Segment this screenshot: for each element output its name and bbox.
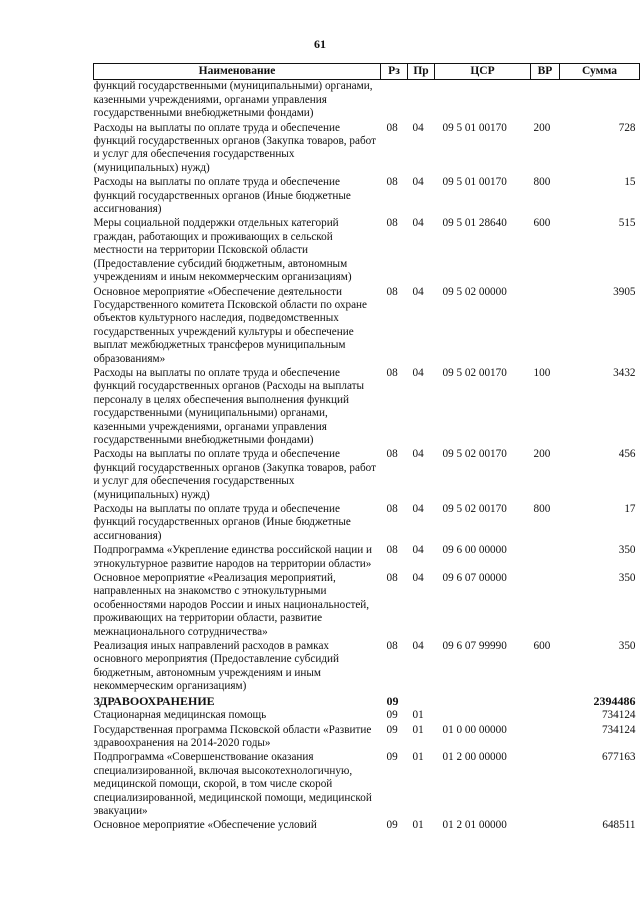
header-rz: Рз (381, 64, 408, 80)
cell-pr (408, 80, 435, 122)
cell-sum: 728 (618, 121, 636, 134)
cell-vr: 100 (533, 366, 551, 379)
cell-rz: 08 (386, 544, 398, 557)
table-row (94, 640, 640, 695)
cell-vr (531, 819, 560, 833)
table-row (94, 695, 640, 709)
cell-sum: 677163 (601, 751, 636, 764)
cell-sum: 2394486 (593, 693, 636, 708)
cell-vr (531, 724, 560, 752)
cell-csr: 09 5 02 00000 (442, 285, 507, 298)
cell-rz: 08 (386, 366, 398, 379)
table-row (94, 819, 640, 833)
table-row (94, 80, 640, 122)
cell-name: Основное мероприятие «Обеспечение деятельности Государственного комитета Псковской области по охране объектов культурного наследия, подведомственных государственных учреждений культуры и обеспечение выплат межбюджетных трансферов муниципальным образованиям» (93, 285, 367, 365)
table-row (94, 751, 640, 819)
cell-pr: 01 (412, 723, 424, 736)
cell-rz: 09 (386, 709, 398, 722)
cell-csr (435, 695, 531, 709)
cell-sum: 456 (618, 448, 636, 461)
cell-sum: 648511 (602, 819, 636, 832)
table-row (94, 503, 640, 544)
cell-sum: 515 (618, 217, 636, 230)
cell-rz: 08 (386, 176, 398, 189)
cell-vr (531, 572, 560, 640)
cell-name: Меры социальной поддержки отдельных категорий граждан, работающих и проживающих в сельской местности на территории Псковской области (Предоставление субсидий бюджетным, автономным учреждениям и иным некоммерческим организациям) (93, 217, 352, 284)
cell-name: Основное мероприятие «Обеспечение условий (93, 819, 317, 832)
cell-csr: 09 5 01 00170 (442, 176, 507, 189)
cell-pr: 04 (412, 285, 424, 298)
cell-pr: 01 (412, 751, 424, 764)
cell-csr (435, 80, 531, 122)
cell-pr: 04 (412, 572, 424, 585)
cell-sum: 350 (618, 544, 636, 557)
cell-vr: 600 (533, 640, 551, 653)
cell-pr: 04 (412, 366, 424, 379)
cell-name: Расходы на выплаты по оплате труда и обеспечение функций государственных органов (Иные бюджетные ассигнования) (93, 503, 351, 542)
cell-pr: 04 (412, 503, 424, 515)
header-pr: Пр (408, 64, 435, 80)
cell-pr: 04 (412, 217, 424, 230)
cell-vr: 200 (533, 448, 551, 461)
cell-pr: 04 (412, 121, 424, 134)
cell-name: Подпрограмма «Укрепление единства российской нации и этнокультурное развитие народов на территории области» (93, 544, 373, 570)
cell-name: ЗДРАВООХРАНЕНИЕ (93, 693, 215, 708)
cell-rz (381, 80, 408, 122)
cell-rz: 08 (386, 503, 398, 515)
cell-rz: 09 (386, 723, 398, 736)
cell-vr: 800 (533, 176, 551, 189)
cell-sum: 734124 (601, 723, 636, 736)
cell-sum: 3905 (613, 285, 636, 298)
table-header-row (94, 64, 640, 80)
cell-sum: 350 (618, 640, 636, 653)
table-row (94, 544, 640, 572)
table-row (94, 122, 640, 177)
cell-csr: 09 6 07 99990 (442, 640, 507, 653)
cell-sum: 15 (624, 176, 636, 189)
table-row (94, 572, 640, 640)
cell-csr: 09 5 02 00170 (442, 366, 507, 379)
cell-pr: 04 (412, 176, 424, 189)
header-vr: ВР (531, 64, 560, 80)
table-row (94, 724, 640, 752)
cell-sum: 734124 (601, 709, 636, 722)
cell-rz: 09 (386, 819, 398, 832)
cell-csr: 09 6 07 00000 (442, 572, 507, 585)
cell-rz: 08 (386, 217, 398, 230)
cell-vr: 200 (533, 121, 551, 134)
cell-pr: 04 (412, 544, 424, 557)
table-row (94, 709, 640, 723)
cell-pr: 01 (412, 709, 424, 722)
cell-rz: 08 (386, 285, 398, 298)
cell-name: Основное мероприятие «Реализация мероприятий, направленных на знакомство с этнокультурными особенностями народов России и иных национальностей, проживающих на территории области, развитие межнационального сотрудничества» (93, 572, 370, 638)
page-number: 61 (314, 37, 326, 51)
cell-name: Государственная программа Псковской области «Развитие здравоохранения на 2014-2020 годы» (93, 723, 372, 749)
cell-csr: 01 2 01 00000 (442, 819, 507, 832)
cell-csr: 09 5 01 28640 (442, 217, 507, 230)
cell-name: Стационарная медицинская помощь (93, 709, 267, 722)
cell-rz: 09 (386, 751, 398, 764)
cell-csr: 09 6 00 00000 (442, 544, 507, 557)
table-row (94, 217, 640, 285)
cell-vr (531, 709, 560, 723)
cell-vr (531, 695, 560, 709)
cell-sum: 17 (624, 503, 636, 515)
cell-sum: 350 (618, 572, 636, 585)
header-name: Наименование (94, 64, 381, 80)
cell-rz: 08 (386, 640, 398, 653)
cell-vr (531, 544, 560, 572)
cell-name: Расходы на выплаты по оплате труда и обеспечение функций государственных органов (Закупка товаров, работ и услуг для обеспечения государственных (муниципальных) нужд) (93, 121, 376, 174)
table-row (94, 367, 640, 448)
table-row (94, 176, 640, 217)
cell-name: Расходы на выплаты по оплате труда и обеспечение функций государственных органов (Расходы на выплаты персоналу в целях обеспечения выполнения функций государственными (муниципальными) органами, казенными учреждениями, органами управления государственными внебюджетными фондами) (93, 366, 365, 446)
cell-name: функций государственными (муниципальными) органами, казенными учреждениями, органами управления государственными внебюджетными фондами) (93, 80, 373, 120)
table-row (94, 286, 640, 367)
table-row (94, 448, 640, 503)
cell-csr: 01 2 00 00000 (442, 751, 507, 764)
header-sum: Сумма (560, 64, 640, 80)
cell-name: Реализация иных направлений расходов в рамках основного мероприятия (Предоставление субсидий бюджетным, автономным учреждениям и иным некоммерческим организациям) (93, 640, 339, 693)
cell-vr (531, 286, 560, 367)
budget-table (93, 63, 640, 834)
cell-name: Расходы на выплаты по оплате труда и обеспечение функций государственных органов (Иные бюджетные ассигнования) (93, 176, 351, 216)
cell-sum: 3432 (613, 366, 636, 379)
cell-csr: 01 0 00 00000 (442, 723, 507, 736)
cell-rz: 08 (386, 572, 398, 585)
cell-name: Подпрограмма «Совершенствование оказания специализированной, включая высокотехнологичную, медицинской помощи, скорой, в том числе скорой специализированной, медицинской помощи, медицинской эвакуации» (93, 751, 372, 817)
cell-csr: 09 5 02 00170 (442, 448, 507, 461)
cell-pr: 04 (412, 640, 424, 653)
header-csr: ЦСР (435, 64, 531, 80)
cell-rz: 08 (386, 448, 398, 461)
cell-csr: 09 5 02 00170 (442, 503, 507, 515)
cell-vr: 600 (533, 217, 551, 230)
cell-name: Расходы на выплаты по оплате труда и обеспечение функций государственных органов (Закупка товаров, работ и услуг для обеспечения государственных (муниципальных) нужд) (93, 448, 376, 501)
cell-sum (560, 80, 640, 122)
cell-pr: 04 (412, 448, 424, 461)
cell-csr: 09 5 01 00170 (442, 121, 507, 134)
cell-pr (408, 695, 435, 709)
cell-pr: 01 (412, 819, 424, 832)
cell-vr (531, 80, 560, 122)
table-body (94, 80, 640, 834)
cell-rz: 08 (386, 121, 398, 134)
cell-rz: 09 (386, 693, 399, 708)
cell-vr: 800 (533, 503, 551, 515)
cell-csr (435, 709, 531, 723)
cell-vr (531, 751, 560, 819)
